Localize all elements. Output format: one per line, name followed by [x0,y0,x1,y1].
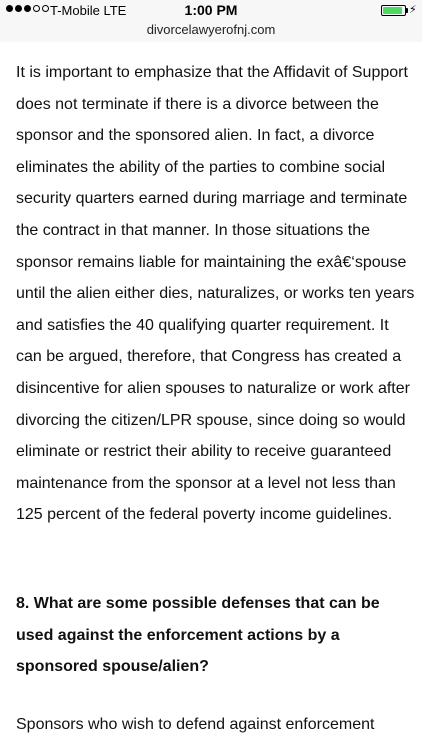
article-paragraph: Sponsors who wish to defend against enforcement [16,716,375,733]
carrier-label: T-Mobile LTE [50,3,127,18]
battery-level [383,7,402,14]
article-paragraph: It is important to emphasize that the Affidavit of Support does not terminate if there is a divorce between the sponsor and the sponsored alien. In fact, a divorce eliminates the ability of the parties to combine social security quarters earned during marriage and terminate the contract in that manner. In those situations the sponsor remains liable for maintaining the exâ€‘spouse until the alien either dies, naturalizes, or works ten years and satisfies the 40 qualifying quarter requirement. It can be argued, therefore, that Congress has created a disincentive for alien spouses to naturalize or work after divorcing the citizen/LPR spouse, since doing so would eliminate or restrict their ability to receive guaranteed maintenance from the sponsor at a level not less than 125 percent of the federal poverty income guidelines. [16,64,415,524]
clock: 1:00 PM [184,2,238,18]
status-bar [0,0,422,20]
battery-icon [381,5,406,16]
article-content[interactable] [0,42,422,750]
battery-tip [406,8,408,13]
question-heading: 8. What are some possible defenses that can be used against the enforcement actions by a sponsored spouse/alien? [16,595,380,676]
address-bar[interactable] [0,20,422,42]
charging-icon: ⚡ [409,4,417,16]
url-text[interactable]: divorcelawyerofnj.com [146,22,276,37]
